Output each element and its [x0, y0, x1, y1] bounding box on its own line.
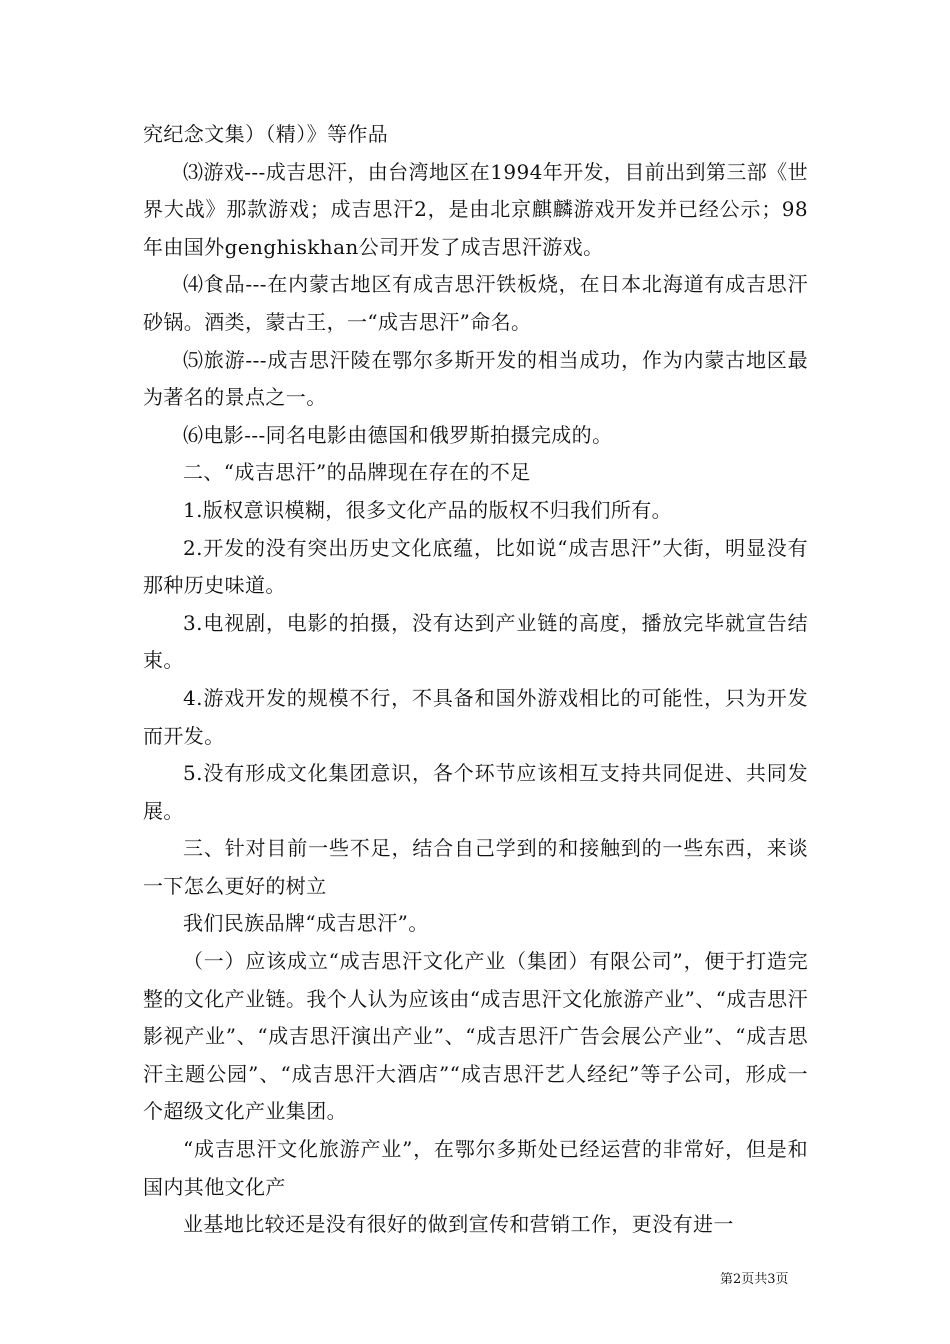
- paragraph-tourism: ⑸旅游---成吉思汗陵在鄂尔多斯开发的相当成功，作为内蒙古地区最为著名的景点之一。: [143, 347, 808, 410]
- paragraph-tourism-industry-continued: 业基地比较还是没有很好的做到宣传和营销工作，更没有进一: [183, 1212, 734, 1237]
- paragraph-continuation: 究纪念文集）（精）》等作品: [143, 122, 389, 146]
- paragraph-game: ⑶游戏---成吉思汗，由台湾地区在1994年开发，目前出到第三部《世界大战》那款游戏；成吉思汗2，是由北京麒麟游戏开发并已经公示；98年由国外genghiskhan公司开发了成吉思汗游戏。: [143, 159, 808, 259]
- section-heading-3: 三、针对目前一些不足，结合自己学到的和接触到的一些东西，来谈一下怎么更好的树立: [143, 836, 808, 898]
- paragraph-tourism-industry: “成吉思汗文化旅游产业”，在鄂尔多斯处已经运营的非常好，但是和国内其他文化产: [143, 1137, 808, 1199]
- paragraph-proposal-1: （一）应该成立“成吉思汗文化产业（集团）有限公司”，便于打造完整的文化产业链。我个人认为应该由“成吉思汗文化旅游产业”、“成吉思汗影视产业”、“成吉思汗演出产业”、“成吉思汗广告会展公产业”、“成吉思汗主题公园”、“成吉思汗大酒店”“成吉思汗艺人经纪”等子公司，形成一个超级文化产业集团。: [143, 949, 808, 1124]
- section-heading-2: 二、“成吉思汗”的品牌现在存在的不足: [183, 460, 531, 485]
- document-body: [143, 116, 808, 1244]
- list-item-5: 5.没有形成文化集团意识，各个环节应该相互支持共同促进、共同发展。: [143, 761, 808, 823]
- list-item-4: 4.游戏开发的规模不行，不具备和国外游戏相比的可能性，只为开发而开发。: [143, 685, 808, 748]
- paragraph-food: ⑷食品---在内蒙古地区有成吉思汗铁板烧，在日本北海道有成吉思汗砂锅。酒类，蒙古王，一“成吉思汗”命名。: [143, 272, 808, 334]
- list-item-2: 2.开发的没有突出历史文化底蕴，比如说“成吉思汗”大街，明显没有那种历史味道。: [143, 535, 808, 598]
- list-item-3: 3.电视剧，电影的拍摄，没有达到产业链的高度，播放完毕就宣告结束。: [143, 610, 808, 673]
- section-heading-3-continuation: 我们民族品牌“成吉思汗”。: [183, 911, 429, 936]
- page-number: 第2页共3页: [720, 1272, 789, 1287]
- paragraph-film: ⑹电影---同名电影由德国和俄罗斯拍摄完成的。: [183, 422, 613, 447]
- list-item-1: 1.版权意识模糊，很多文化产品的版权不归我们所有。: [183, 497, 673, 522]
